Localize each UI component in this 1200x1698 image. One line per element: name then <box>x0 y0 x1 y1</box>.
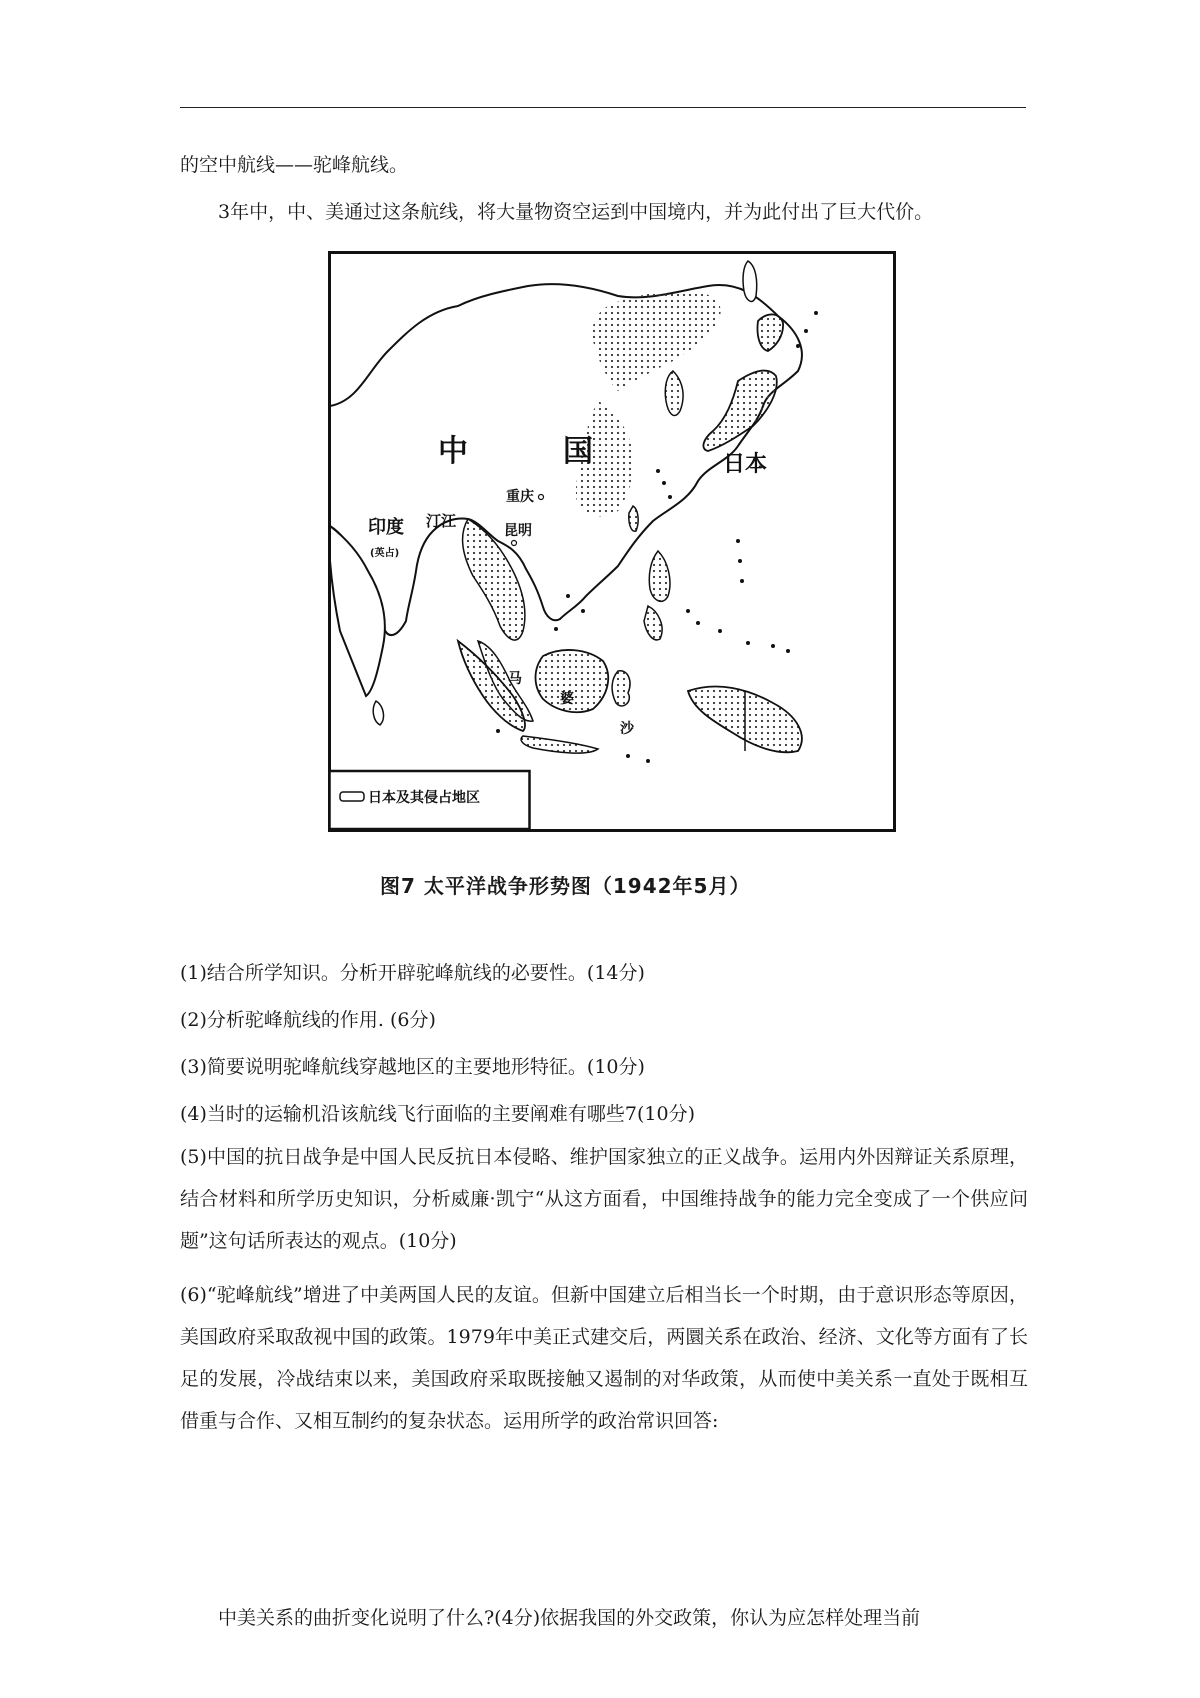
question-6-sub: 中美关系的曲折变化说明了什么?(4分)依据我国的外交政策，你认为应怎样处理当前 <box>218 1607 921 1629</box>
map-label-india-note: (英占) <box>370 548 400 559</box>
sulawesi <box>612 671 630 706</box>
map-legend <box>330 771 530 829</box>
legend-swatch <box>340 792 364 801</box>
pacific-war-map <box>328 251 896 832</box>
map-label-dingjiang: 汀江 <box>426 512 457 530</box>
intro-line-2: 3年中，中、美通过这条航线，将大量物资空运到中国境内，并为此付出了巨大代价。 <box>218 201 934 223</box>
map-label-china-1: 中 <box>438 434 468 469</box>
taiwan <box>629 506 638 531</box>
header-rule <box>180 107 1026 108</box>
map-label-ma: 马 <box>508 671 522 687</box>
question-5: (5)中国的抗日战争是中国人民反抗日本侵略、维护国家独立的正义战争。运用内外因辩证关系原理，结合材料和所学历史知识，分析威廉·凯宁“从这方面看，中国维持战争的能力完全变成了一个供应问题”这句话所表达的观点。(10分) <box>180 1146 1028 1252</box>
map-label-chongqing: 重庆 <box>506 489 534 505</box>
question-6: (6)“驼峰航线”增进了中美两国人民的友谊。但新中国建立后相当长一个时期，由于意识形态等原因，美国政府采取敌视中国的政策。1979年中美正式建交后，两圜关系在政治、经济、文化等方面有了长足的发展，冷战结束以来，美国政府采取既接触又遏制的对华政策，从而使中美关系一直处于既相互借重与合作、又相互制约的复杂状态。运用所学的政治常识回答: <box>180 1284 1028 1432</box>
map-label-kunming: 昆明 <box>504 523 532 539</box>
map-label-borneo: 婆 <box>560 691 574 707</box>
intro-line-1: 的空中航线——驼峰航线。 <box>180 154 409 176</box>
figure-caption: 图7 太平洋战争形势图（1942年5月） <box>380 874 751 898</box>
map-label-japan: 日本 <box>723 452 768 477</box>
map-svg <box>328 251 896 832</box>
question-2: (2)分析驼峰航线的作用. (6分) <box>180 1009 436 1031</box>
map-legend-label: 日本及其侵占地区 <box>368 790 480 806</box>
map-label-india: 印度 <box>368 517 404 538</box>
map-label-sha: 沙 <box>620 721 634 737</box>
map-label-china-2: 国 <box>563 434 593 469</box>
question-3: (3)简要说明驼峰航线穿越地区的主要地形特征。(10分) <box>180 1056 645 1078</box>
question-1: (1)结合所学知识。分析开辟驼峰航线的必要性。(14分) <box>180 962 645 984</box>
question-4: (4)当时的运输机沿该航线飞行面临的主要阐难有哪些7(10分) <box>180 1103 696 1125</box>
